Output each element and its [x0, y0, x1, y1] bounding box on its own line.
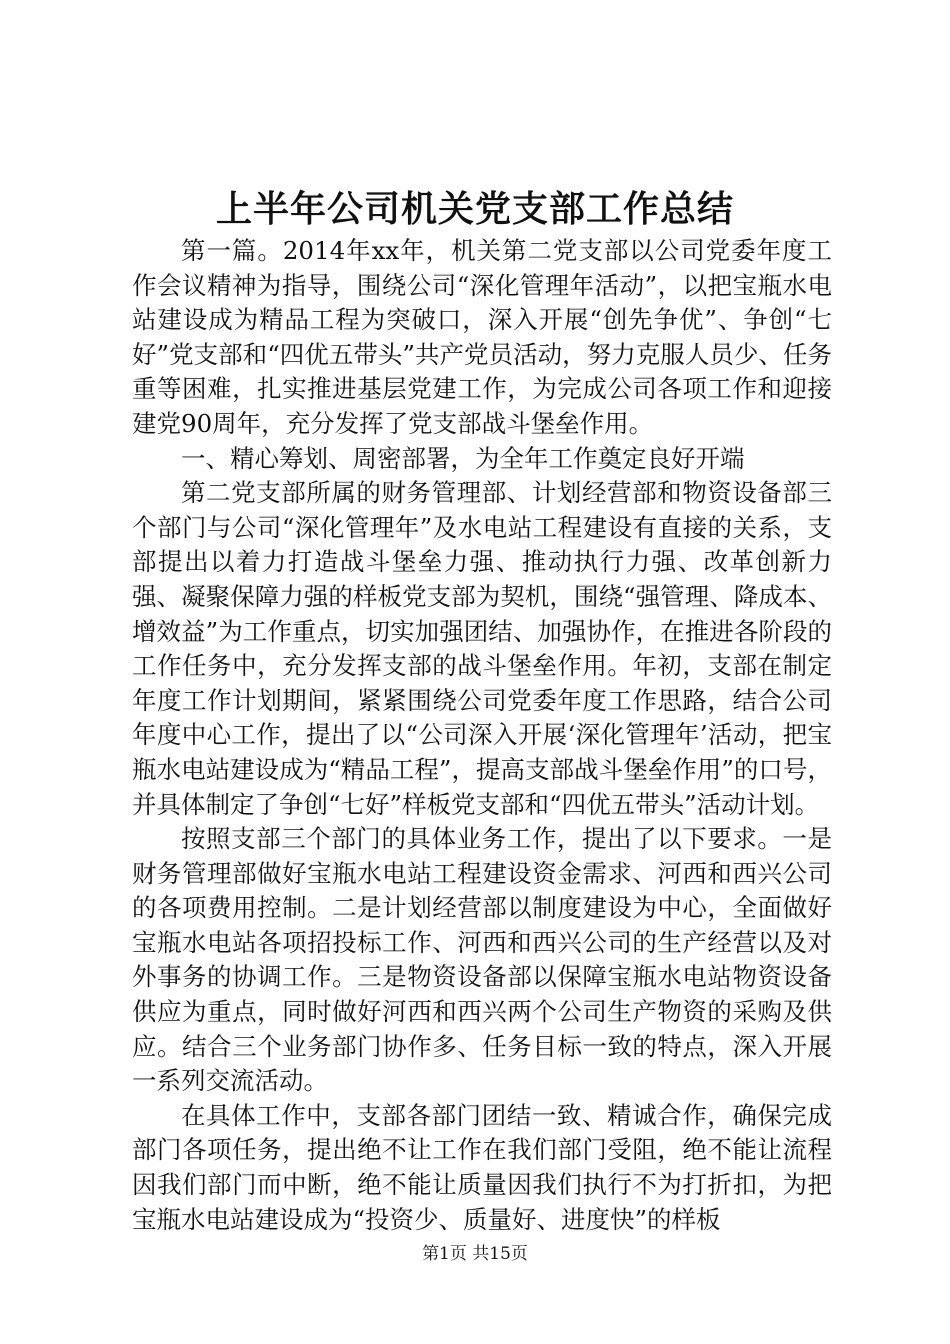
document-body: [132, 234, 832, 1237]
paragraph-requirements: 按照支部三个部门的具体业务工作，提出了以下要求。一是财务管理部做好宝瓶水电站工程建设资金需求、河西和西兴公司的各项费用控制。二是计划经营部以制度建设为中心，全面做好宝瓶水电站各项招投标工作、河西和西兴公司的生产经营以及对外事务的协调工作。三是物资设备部以保障宝瓶水电站物资设备供应为重点，同时做好河西和西兴两个公司生产物资的采购及供应。结合三个业务部门协作多、任务目标一致的特点，深入开展一系列交流活动。: [132, 824, 832, 1096]
paragraph-specific-work: 在具体工作中，支部各部门团结一致、精诚合作，确保完成部门各项任务，提出绝不让工作在我们部门受阻，绝不能让流程因我们部门而中断，绝不能让质量因我们执行不为打折扣，为把宝瓶水电站建设成为“投资少、质量好、进度快”的样板: [132, 1100, 832, 1234]
paragraph-intro: 第一篇。2014年xx年，机关第二党支部以公司党委年度工作会议精神为指导，围绕公司“深化管理年活动”，以把宝瓶水电站建设成为精品工程为突破口，深入开展“创先争优”、争创“七好”党支部和“四优五带头”共产党员活动，努力克服人员少、任务重等困难，扎实推进基层党建工作，为完成公司各项工作和迎接建党90周年，充分发挥了党支部战斗堡垒作用。: [132, 236, 832, 438]
page-footer: 第1页 共15页: [422, 1244, 528, 1264]
section-heading-1: 一、精心筹划、周密部署，为全年工作奠定良好开端: [181, 443, 745, 473]
document-title: 上半年公司机关党支部工作总结: [215, 188, 734, 230]
paragraph-section-1: 第二党支部所属的财务管理部、计划经营部和物资设备部三个部门与公司“深化管理年”及水电站工程建设有直接的关系，支部提出以着力打造战斗堡垒力强、推动执行力强、改革创新力强、凝聚保障力强的样板党支部为契机，围绕“强管理、降成本、增效益”为工作重点，切实加强团结、加强协作，在推进各阶段的工作任务中，充分发挥支部的战斗堡垒作用。年初，支部在制定年度工作计划期间，紧紧围绕公司党委年度工作思路，结合公司年度中心工作，提出了以“公司深入开展‘深化管理年’活动，把宝瓶水电站建设成为“精品工程”，提高支部战斗堡垒作用”的口号，并具体制定了争创“七好”样板党支部和“四优五带头”活动计划。: [132, 478, 832, 819]
